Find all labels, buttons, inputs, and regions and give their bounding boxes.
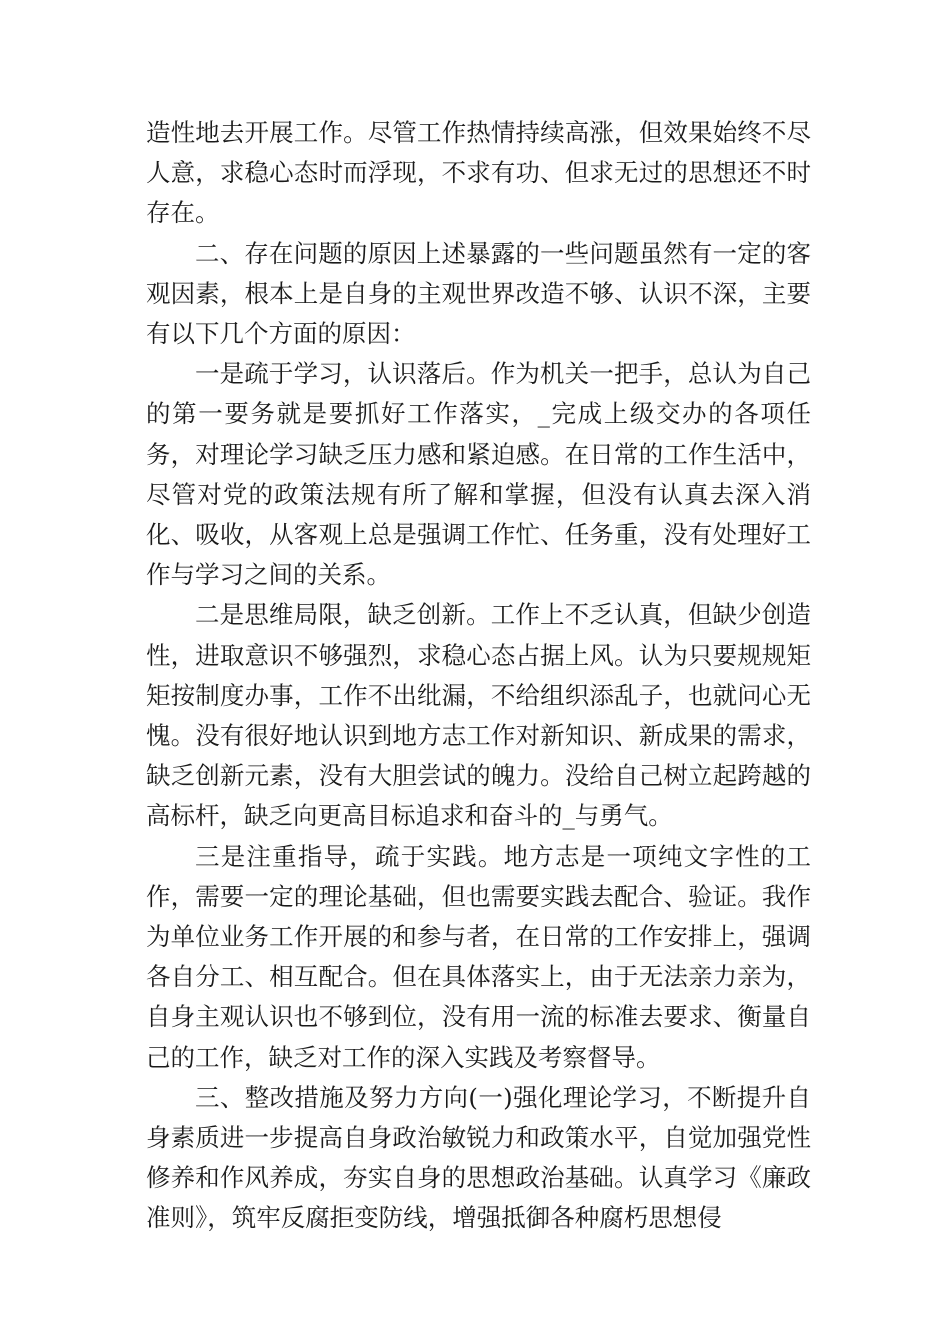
paragraph-causes-heading: 二、存在问题的原因上述暴露的一些问题虽然有一定的客观因素，根本上是自身的主观世界改造不够、认识不深，主要有以下几个方面的原因：	[146, 238, 811, 349]
paragraph-measures-heading: 三、整改措施及努力方向(一)强化理论学习，不断提升自身素质进一步提高自身政治敏锐力和政策水平，自觉加强党性修养和作风养成，夯实自身的思想政治基础。认真学习《廉政准则》，筑牢反腐拒变防线，增强抵御各种腐朽思想侵	[146, 1082, 811, 1233]
paragraph-cause-innovation: 二是思维局限，缺乏创新。工作上不乏认真，但缺少创造性，进取意识不够强烈，求稳心态占据上风。认为只要规规矩矩按制度办事，工作不出纰漏，不给组织添乱子，也就问心无愧。没有很好地认识到地方志工作对新知识、新成果的需求，缺乏创新元素，没有大胆尝试的魄力。没给自己树立起跨越的高标杆，缺乏向更高目标追求和奋斗的_与勇气。	[146, 600, 811, 831]
paragraph-continued: 造性地去开展工作。尽管工作热情持续高涨，但效果始终不尽人意，求稳心态时而浮现，不求有功、但求无过的思想还不时存在。	[146, 118, 811, 228]
paragraph-cause-study: 一是疏于学习，认识落后。作为机关一把手，总认为自己的第一要务就是要抓好工作落实，_完成上级交办的各项任务，对理论学习缺乏压力感和紧迫感。在日常的工作生活中，尽管对党的政策法规有所了解和掌握，但没有认真去深入消化、吸收，从客观上总是强调工作忙、任务重，没有处理好工作与学习之间的关系。	[146, 359, 811, 590]
document-body	[146, 113, 811, 1239]
paragraph-cause-practice: 三是注重指导，疏于实践。地方志是一项纯文字性的工作，需要一定的理论基础，但也需要实践去配合、验证。我作为单位业务工作开展的和参与者，在日常的工作安排上，强调各自分工、相互配合。但在具体落实上，由于无法亲力亲为，自身主观认识也不够到位，没有用一流的标准去要求、衡量自己的工作，缺乏对工作的深入实践及考察督导。	[146, 841, 811, 1072]
